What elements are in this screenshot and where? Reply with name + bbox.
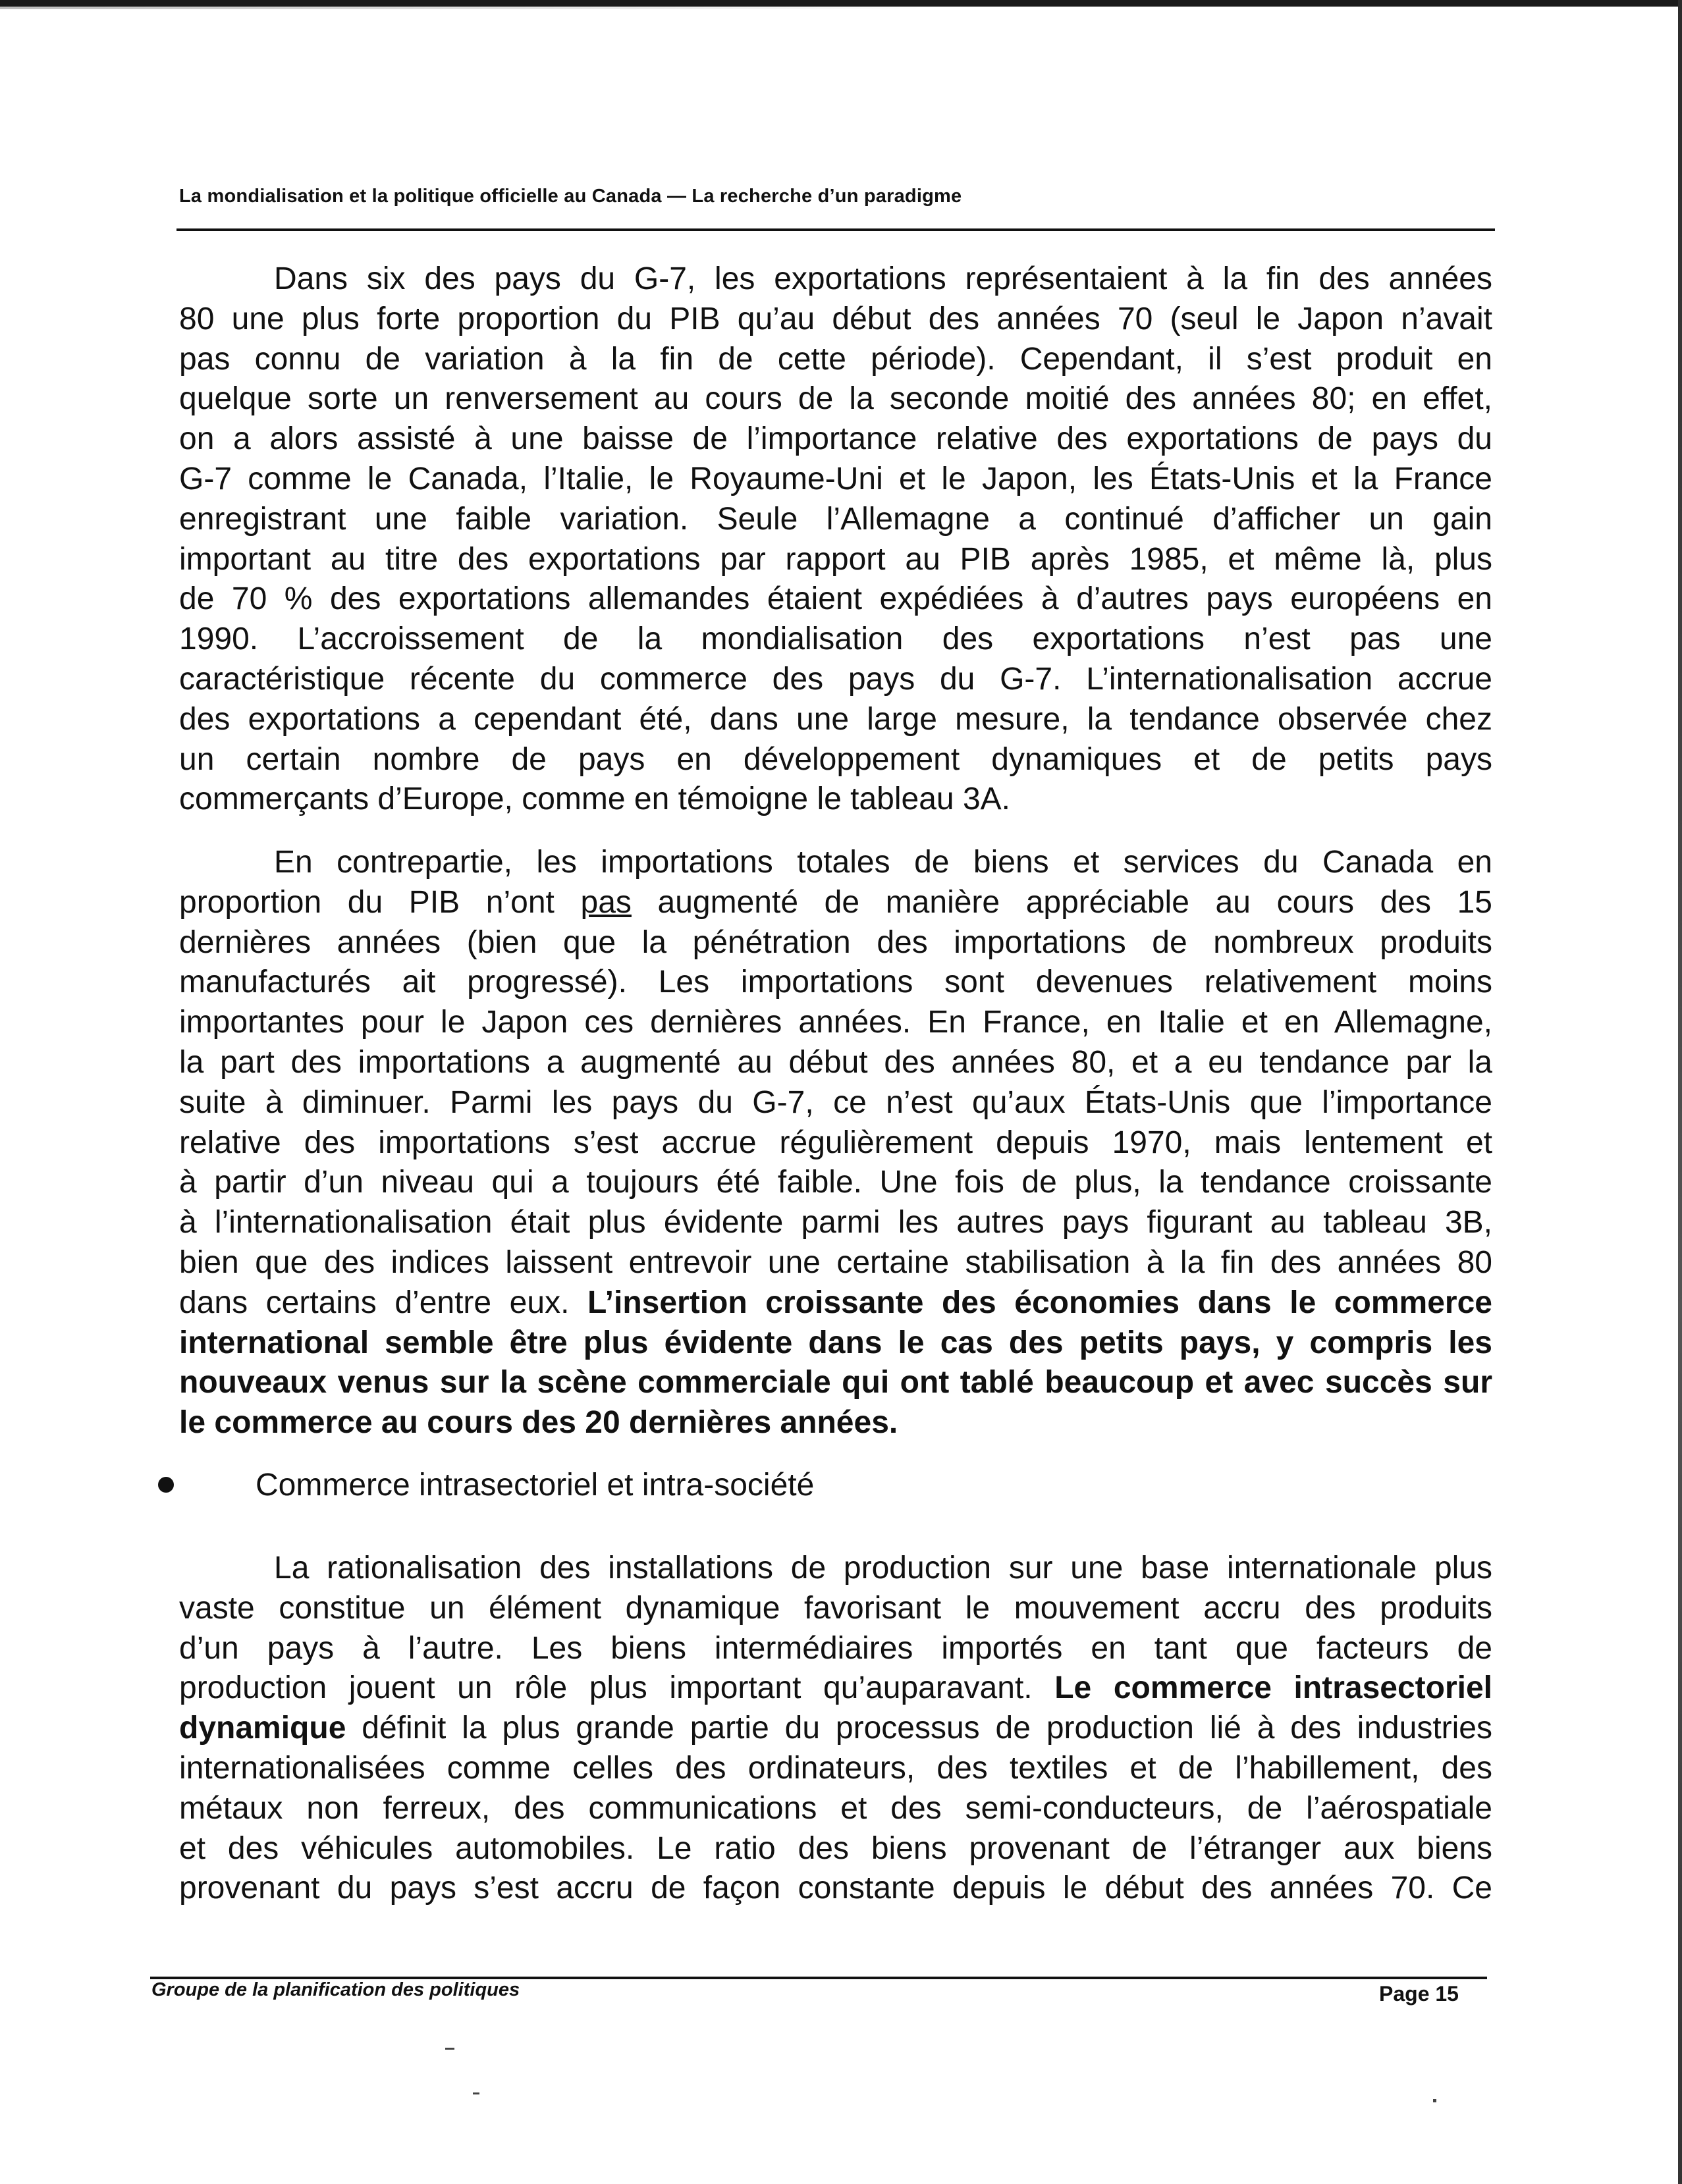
- text-line: et des véhicules automobiles. Le ratio des biens provenant de l’étranger aux biens: [179, 1830, 1492, 1866]
- text-run: augmenté de manière appréciable au cours des 15: [631, 884, 1492, 920]
- footer-organization: Groupe de la planification des politiques: [151, 1979, 520, 2000]
- bullet-heading: [158, 1465, 814, 1505]
- text-line: 1990. L’accroissement de la mondialisation des exportations n’est pas une: [179, 622, 1492, 657]
- text-line: Dans six des pays du G-7, les exportations représentaient à la fin des années: [274, 261, 1492, 296]
- text-line: quelque sorte un renversement au cours de la seconde moitié des années 80; en effet,: [179, 381, 1492, 417]
- scan-speck: [445, 2048, 454, 2050]
- underlined-word: pas: [580, 884, 632, 920]
- text-line: important au titre des exportations par rapport au PIB après 1985, et même là, plus: [179, 541, 1492, 577]
- text-line: G-7 comme le Canada, l’Italie, le Royaume-Uni et le Japon, les États-Unis et la France: [179, 461, 1492, 496]
- header-rule: [176, 228, 1495, 231]
- text-line: bien que des indices laissent entrevoir une certaine stabilisation à la fin des années 80: [179, 1244, 1492, 1280]
- text-line: métaux non ferreux, des communications et des semi-conducteurs, de l’aérospatiale: [179, 1790, 1492, 1826]
- text-line: relative des importations s’est accrue régulièrement depuis 1970, mais lentement et: [179, 1125, 1492, 1160]
- text-line: dernières années (bien que la pénétration des importations de nombreux produits: [179, 924, 1492, 960]
- text-line: caractéristique récente du commerce des pays du G-7. L’internationalisation accrue: [179, 661, 1492, 697]
- text-line: d’un pays à l’autre. Les biens intermédiaires importés en tant que facteurs de: [179, 1630, 1492, 1666]
- text-line: de 70 % des exportations allemandes étaient expédiées à d’autres pays européens en: [179, 581, 1492, 617]
- text-line: la part des importations a augmenté au début des années 80, et a eu tendance par la: [179, 1044, 1492, 1080]
- text-run: production jouent un rôle plus important qu’auparavant.: [179, 1670, 1055, 1706]
- text-line: En contrepartie, les importations totales de biens et services du Canada en: [274, 845, 1492, 880]
- bullet-icon: [158, 1477, 174, 1493]
- text-line: commerçants d’Europe, comme en témoigne le tableau 3A.: [179, 782, 1010, 817]
- text-line: des exportations a cependant été, dans une large mesure, la tendance observée chez: [179, 701, 1492, 737]
- text-line: à partir d’un niveau qui a toujours été faible. Une fois de plus, la tendance croissante: [179, 1165, 1492, 1200]
- text-line: La rationalisation des installations de production sur une base internationale plus: [274, 1551, 1492, 1585]
- text-line: [179, 1283, 1492, 1323]
- text-line: [179, 1668, 1492, 1709]
- text-line: on a alors assisté à une baisse de l’importance relative des exportations de pays du: [179, 421, 1492, 457]
- text-line: 80 une plus forte proportion du PIB qu’au début des années 70 (seul le Japon n’avait: [179, 301, 1492, 336]
- scan-speck: [473, 2092, 479, 2094]
- page-number: Page 15: [1379, 1982, 1459, 2006]
- text-line: [179, 1709, 1492, 1749]
- text-line: nouveaux venus sur la scène commerciale qui ont tablé beaucoup et avec succès sur: [179, 1365, 1492, 1400]
- paragraph-imports: [179, 843, 1492, 1443]
- text-run: définit la plus grande partie du processus de production lié à des industries: [346, 1711, 1492, 1746]
- text-line: pas connu de variation à la fin de cette période). Cependant, il s’est produit en: [179, 341, 1492, 377]
- text-line: le commerce au cours des 20 dernières années.: [179, 1405, 898, 1441]
- text-line: international semble être plus évidente dans le cas des petits pays, y compris les: [179, 1325, 1492, 1360]
- bullet-label: Commerce intrasectoriel et intra-société: [256, 1467, 815, 1503]
- scan-edge-fade: [0, 7, 922, 9]
- text-line: manufacturés ait progressé). Les importations sont devenues relativement moins: [179, 965, 1492, 1000]
- text-run: dans certains d’entre eux.: [179, 1285, 587, 1320]
- text-line: vaste constitue un élément dynamique favorisant le mouvement accru des produits: [179, 1590, 1492, 1626]
- text-line: importantes pour le Japon ces dernières années. En France, en Italie et en Allemagne,: [179, 1005, 1492, 1040]
- paragraph-intrasectoral: [179, 1549, 1492, 1909]
- text-line: provenant du pays s’est accru de façon constante depuis le début des années 70. Ce: [179, 1871, 1492, 1906]
- bold-run: dynamique: [179, 1711, 346, 1746]
- text-line: un certain nombre de pays en développement dynamiques et de petits pays: [179, 741, 1492, 777]
- text-line: [179, 883, 1492, 923]
- text-line: suite à diminuer. Parmi les pays du G-7, ce n’est qu’aux États-Unis que l’importance: [179, 1084, 1492, 1120]
- text-line: enregistrant une faible variation. Seule l’Allemagne a continué d’afficher un gain: [179, 501, 1492, 537]
- scan-speck: [1433, 2099, 1436, 2102]
- bold-run: L’insertion croissante des économies dans le commerce: [587, 1285, 1492, 1320]
- scan-edge-top: [0, 0, 1682, 7]
- text-line: à l’internationalisation était plus évidente parmi les autres pays figurant au tableau 3B,: [179, 1205, 1492, 1240]
- bold-run: Le commerce intrasectoriel: [1054, 1670, 1493, 1706]
- running-header: La mondialisation et la politique officielle au Canada — La recherche d’un paradigme: [179, 186, 962, 207]
- text-line: internationalisées comme celles des ordinateurs, des textiles et de l’habillement, des: [179, 1750, 1492, 1786]
- text-run: proportion du PIB n’ont: [179, 884, 581, 920]
- paragraph-exports: [179, 259, 1492, 820]
- scan-edge-right: [1678, 0, 1682, 2184]
